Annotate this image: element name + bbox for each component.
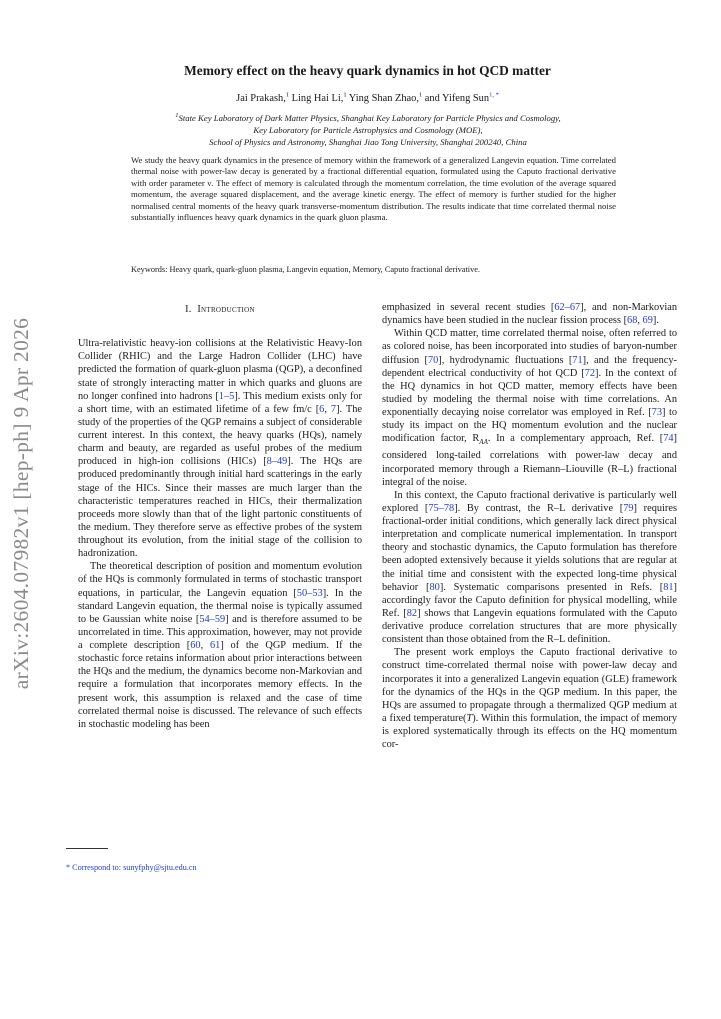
footnote-mark: * [66,863,71,872]
footnote-email-link[interactable]: Correspond to: sunyfphy@sjtu.edu.cn [72,863,197,872]
citation-link[interactable]: 54–59 [199,613,226,625]
citation-link[interactable]: 62–67 [554,302,581,313]
body-paragraph: Within QCD matter, time correlated thermal noise, often referred to as colored noise, has been incorporated into studies of baryon-number diffusion [70], hydrodynamic fluctuations [71], and the frequency-dependent electrical conductivity of hot QCD [72]. In the context of the HQ dynamics in hot QCD matter, memory effects have been studied by modeling the thermal noise with time correlations. An exponentially decaying noise correlator was employed in Ref. [73] to study its impact on the HQ momentum evolution and the nuclear modification factor, $R_{AA}$. In a complementary approach, Ref. [74] considered long-tailed correlations with power-law decay and incorporated memory through a Riemann–Liouville (R–L) fractional integral of the noise. [382,328,678,488]
citation-link[interactable]: 81 [663,581,674,593]
section-title: Introduction [197,304,255,315]
abstract: We study the heavy quark dynamics in the presence of memory within the framework of a generalized Langevin equation. Time correlated thermal noise with power-law decay is generated by a fractional differential equation, formulated using the Caputo fractional derivative with order parameter ν. The effect of memory is calculated through the momentum correlation, the time evolution of the average squared momentum, the average squared displacement, and the average kinetic energy. The effect of memory is further studied for the higher normalised central moments of the heavy quark transverse-momentum distribution. The results indicate that time correlated thermal noise substantially influences heavy quark dynamics in the quark gluon plasma. [131,155,616,223]
citation-link[interactable]: 60 [190,640,201,651]
citation-link[interactable]: 69 [642,315,653,327]
body-paragraph: The theoretical description of position and momentum evolution of the HQs is commonly formulated in terms of stochastic transport equations, in particular, the Langevin equation [50–53]. In the standard Langevin equation, the thermal noise is typically assumed to be Gaussian white noise [54–59] and is therefore assumed to be uncorrelated in time. This approximation, however, may not provide a complete description [60, 61] of the QGP medium. If the stochastic force retains information about prior interactions between the HQs and the medium, the dynamics become non-Markovian and require a formulation that incorporates memory effects. In the present work, this assumption is relaxed and the case of time correlated thermal noise is discussed. The relevance of such effects in stochastic modeling has been [78,561,362,730]
subscript: AA [479,438,488,447]
left-column [78,298,362,731]
citation-link[interactable]: 61 [209,640,221,651]
author: Ying Shan Zhao,$^1$ [348,92,423,105]
citation-link[interactable]: 72 [584,367,596,379]
citation-link[interactable]: 71 [572,354,583,366]
math-symbol: T [466,712,473,724]
citation-link[interactable]: 50–53 [296,587,323,599]
citation-link[interactable]: 79 [623,502,634,514]
body-paragraph: Ultra-relativistic heavy-ion collisions at the Relativistic Heavy-Ion Collider (RHIC) and the Large Hadron Collider (LHC) have predicted the formation of quark-gluon plasma (QGP), a deconfined state of strongly interacting matter in which quarks and gluons are no longer confined into hadrons [1–5]. This medium exists only for a short time, with an estimated lifetime of a few fm/c [6, 7]. The study of the properties of the QGP remains a subject of considerable current interest. In this context, the heavy quarks (HQs), namely charm and beauty, are regarded as useful probes of the medium produced in high-ion collisions (HICs) [8–49]. The HQs are produced predominantly through initial hard scatterings in the early stage of the HICs. Since their masses are much larger than the characteristic temperatures reached in HICs, their thermalization proceeds more slowly than that of the light partonic constituents of the medium. They therefore serve as effective probes of the system throughout its evolution, from the initial stage of the collision to hadronization. [78,338,363,560]
citation-link[interactable]: 82 [406,607,418,619]
citation-link[interactable]: 75–78 [428,502,455,514]
affiliation-line: School of Physics and Astronomy, Shanghai Jiao Tong University, Shanghai 200240, China [209,136,527,147]
corresponding-author-mark[interactable]: 1, * [489,92,499,99]
arxiv-identifier-stamp [2,298,42,708]
author: and Yifeng Sun$^{1, *}$ [424,92,499,105]
paper-title: Memory effect on the heavy quark dynamics in hot QCD matter [184,63,551,78]
body-paragraph: The present work employs the Caputo fractional derivative to construct time-correlated thermal noise with power-law decay and incorporates it into a generalized Langevin equation (GLE) framework for the dynamics of the HQs in the QGP medium. In this paper, the HQs are assumed to propagate through a thermalized QGP medium at a fixed temperature(T). Within this formulation, the impact of memory is explored systematically through its effects on the HQ momentum cor- [382,647,677,751]
author: Ling Hai Li,$^1$ [291,92,347,105]
citation-link[interactable]: 1–5 [218,390,235,402]
body-paragraph: In this context, the Caputo fractional derivative is particularly well explored [75–78]. By contrast, the R–L derivative [79] requires fractional-order initial conditions, which generally lack direct physical interpretation and complicate numerical implementation. In transport theory and stochastic dynamics, the Caputo formulation has therefore been adopted extensively because it yields solutions that are regular at the initial time and consistent with the expected long-time physical behavior [80]. Systematic comparisons presented in Refs. [81] accordingly favor the Caputo definition for physical modelling, while Ref. [82] shows that Langevin equations formulated with the Caputo derivative produce correlation structures that are more physically consistent than those obtained from the R–L definition. [382,489,677,646]
footnote [66,863,197,872]
citation-link[interactable]: 74 [663,433,674,445]
author: Jai Prakash,$^1$ [236,92,290,105]
affiliation-block [78,110,658,148]
body-paragraph: emphasized in several recent studies [62–67], and non-Markovian dynamics have been studied in the nuclear fission process [68, 69]. [382,302,678,327]
right-column [382,301,677,751]
author-list [60,92,675,104]
keywords: Keywords: Heavy quark, quark-gluon plasma, Langevin equation, Memory, Caputo fractional derivative. [131,265,480,274]
citation-link[interactable]: 68 [627,315,638,327]
affiliation-line: $^1$State Key Laboratory of Dark Matter Physics, Shanghai Key Laboratory for Particle Physics and Cosmology, [175,112,561,123]
affiliation-line: Key Laboratory for Particle Astrophysics and Cosmology (MOE), [253,124,483,135]
arxiv-identifier-text: arXiv:2604.07982v1 [hep-ph] 9 Apr 2026 [9,317,34,689]
citation-link[interactable]: 70 [427,354,439,366]
section-heading: I. Introduction [185,304,255,315]
citation-link[interactable]: 80 [429,581,440,593]
citation-link[interactable]: 6 [319,403,325,415]
citation-link[interactable]: 8–49 [266,456,288,468]
citation-link[interactable]: 73 [651,407,662,418]
footnote-divider [66,848,108,849]
citation-link[interactable]: 7 [330,403,337,415]
